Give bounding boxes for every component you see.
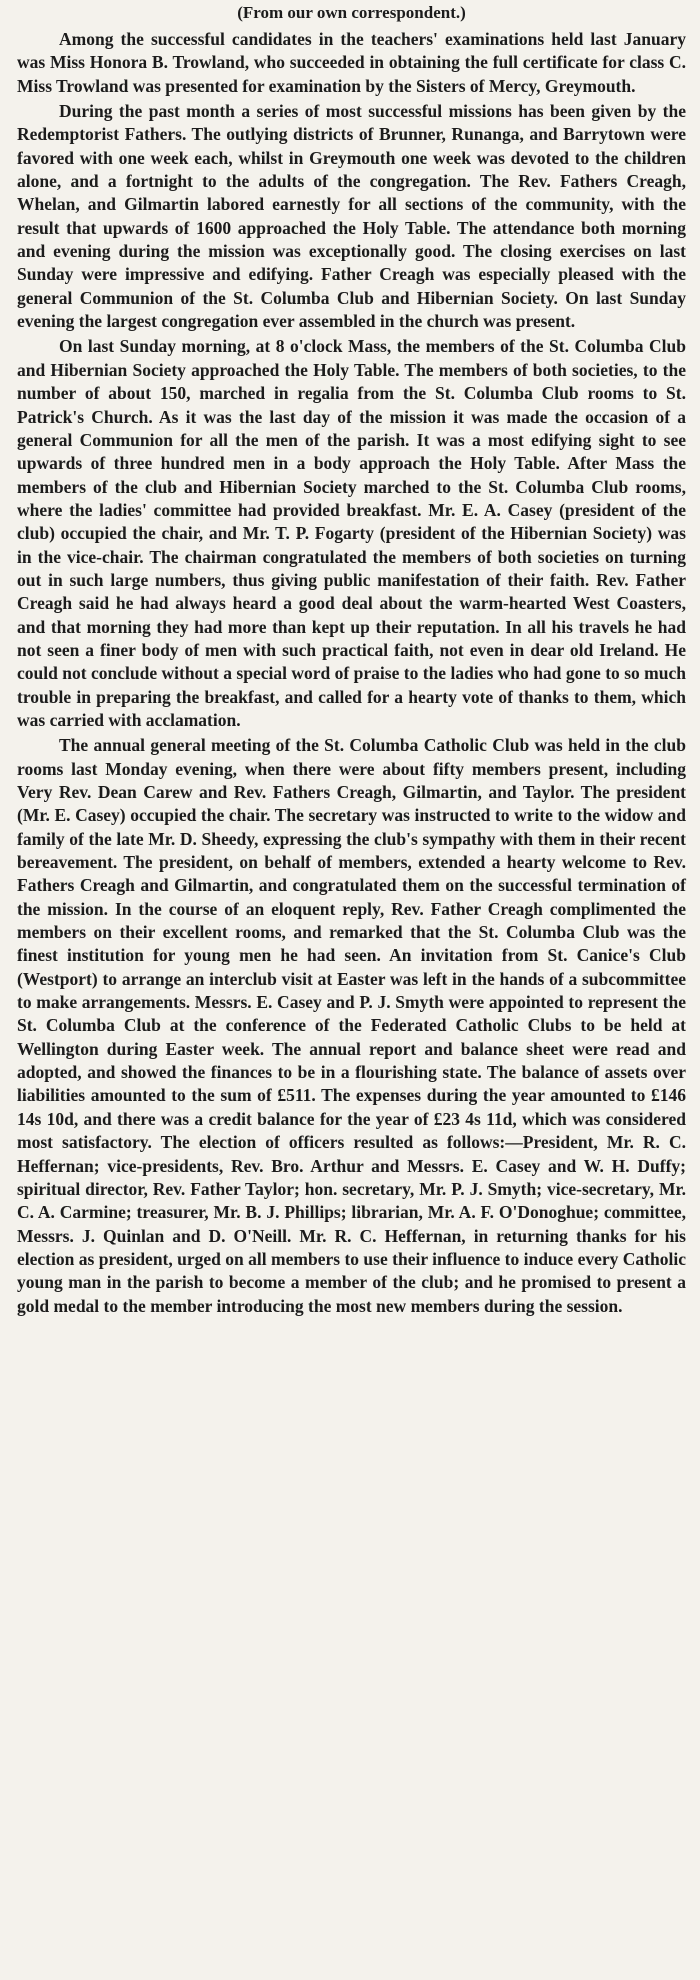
paragraph-general-communion: On last Sunday morning, at 8 o'clock Mass, the members of the St. Columba Club and Hibernian Society approached the Holy Table. The members of both societies, to the number of about 150, marched in regalia from the St. Columba Club rooms to St. Patrick's Church. As it was the last day of the mission it was made the occasion of a general Communion for all the men of the parish. It was a most edifying sight to see upwards of three hundred men in a body approach the Holy Table. After Mass the members of the club and Hibernian Society marched to the St. Columba Club rooms, where the ladies' committee had provided breakfast. Mr. E. A. Casey (president of the club) occupied the chair, and Mr. T. P. Fogarty (president of the Hibernian Society) was in the vice-chair. The chairman congratulated the members of both societies on turning out in such large numbers, thus giving public manifestation of their faith. Rev. Father Creagh said he had always heard a good deal about the warm-hearted West Coasters, and that morning they had more than kept up their reputation. In all his travels he had not seen a finer body of men with such practical faith, not even in dear old Ireland. He could not conclude without a special word of praise to the ladies who had gone to so much trouble in preparing the breakfast, and called for a hearty vote of thanks to them, which was carried with acclamation. (17, 336, 686, 730)
paragraph-missions: During the past month a series of most successful missions has been given by the Redemptorist Fathers. The outlying districts of Brunner, Runanga, and Barrytown were favored with one week each, whilst in Greymouth one week was devoted to the children alone, and a fortnight to the adults of the congregation. The Rev. Fathers Creagh, Whelan, and Gilmartin labored earnestly for all sections of the community, with the result that upwards of 1600 approached the Holy Table. The attendance both morning and evening during the mission was exceptionally good. The closing exercises on last Sunday were impressive and edifying. Father Creagh was especially pleased with the general Communion of the St. Columba Club and Hibernian Society. On last Sunday evening the largest congregation ever assembled in the church was present. (17, 101, 686, 332)
paragraph-annual-meeting: The annual general meeting of the St. Columba Catholic Club was held in the club rooms last Monday evening, when there were about fifty members present, including Very Rev. Dean Carew and Rev. Fathers Creagh, Gilmartin, and Taylor. The president (Mr. E. Casey) occupied the chair. The secretary was instructed to write to the widow and family of the late Mr. D. Sheedy, expressing the club's sympathy with them in their recent bereavement. The president, on behalf of members, extended a hearty welcome to Rev. Fathers Creagh and Gilmartin, and congratulated them on the successful termination of the mission. In the course of an eloquent reply, Rev. Father Creagh complimented the members on their excellent rooms, and remarked that the St. Columba Club was the finest institution for young men he had seen. An invitation from St. Canice's Club (Westport) to arrange an interclub visit at Easter was left in the hands of a subcommittee to make arrangements. Messrs. E. Casey and P. J. Smyth were appointed to represent the St. Columba Club at the conference of the Federated Catholic Clubs to be held at Wellington during Easter week. The annual report and balance sheet were read and adopted, and showed the finances to be in a flourishing state. The balance of assets over liabilities amounted to the sum of £511. The expenses during the year amounted to £146 14s 10d, and there was a credit balance for the year of £23 4s 11d, which was considered most satisfactory. The election of officers resulted as follows:—President, Mr. R. C. Heffernan; vice-presidents, Rev. Bro. Arthur and Messrs. E. Casey and W. H. Duffy; spiritual director, Rev. Father Taylor; hon. secretary, Mr. P. J. Smyth; vice-secretary, Mr. C. A. Carmine; treasurer, Mr. B. J. Phillips; librarian, Mr. A. F. O'Donoghue; committee, Messrs. J. Quinlan and D. O'Neill. Mr. R. C. Heffernan, in returning thanks for his election as president, urged on all members to use their influence to induce every Catholic young man in the parish to become a member of the club; and he promised to present a gold medal to the member introducing the most new members during the session. (17, 735, 686, 1316)
byline: (From our own correspondent.) (237, 3, 466, 22)
paragraph-teachers-exam: Among the successful candidates in the teachers' examinations held last January was Miss Honora B. Trowland, who succeeded in obtaining the full certificate for class C. Miss Trowland was presented for examination by the Sisters of Mercy, Greymouth. (17, 29, 686, 96)
